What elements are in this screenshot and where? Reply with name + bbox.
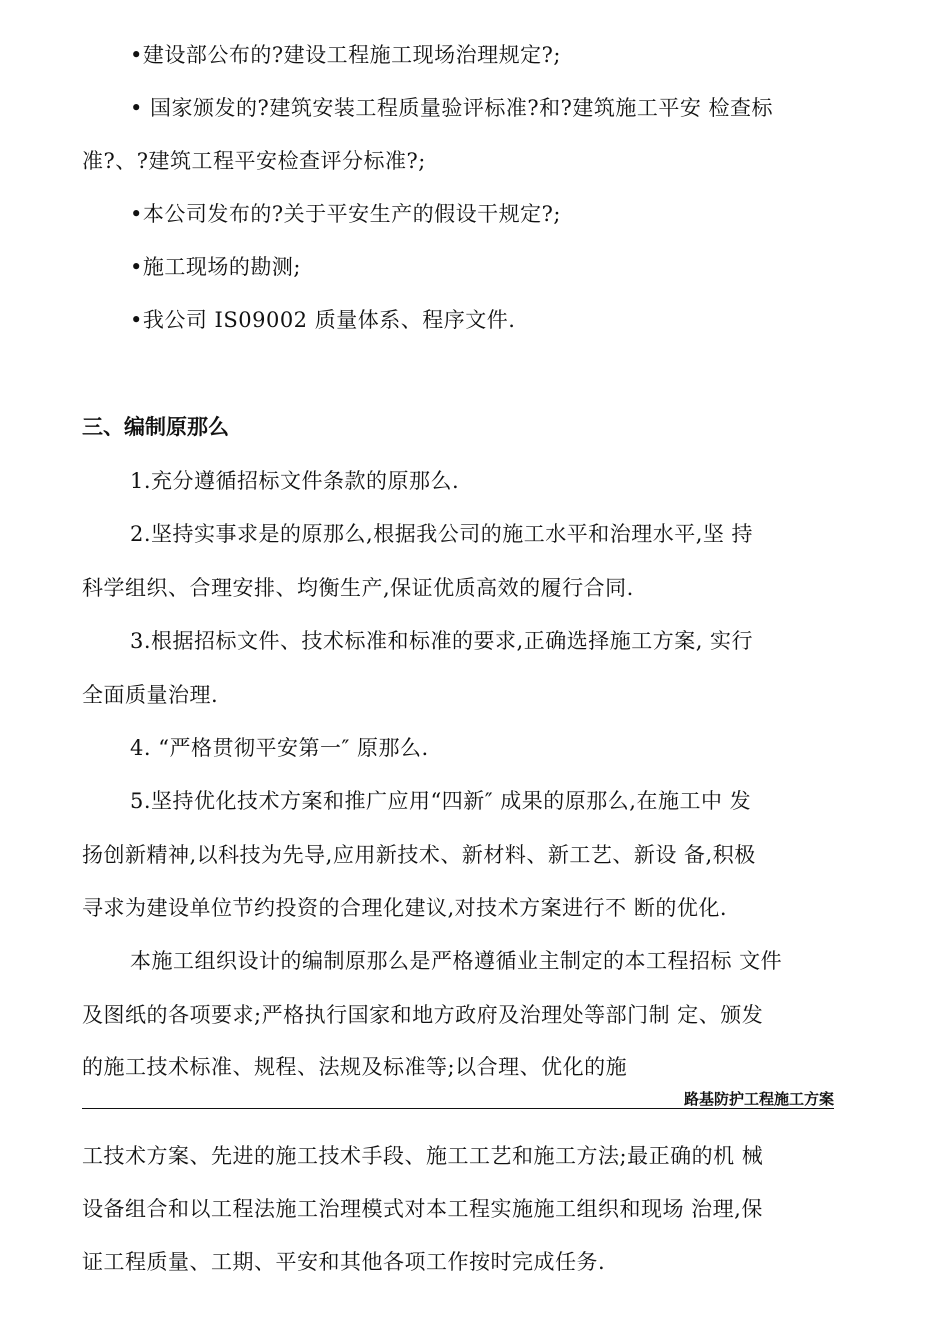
text-line: 及图纸的各项要求;严格执行国家和地方政府及治理处等部门制 定、颁发 — [82, 1003, 764, 1027]
text-line: 扬创新精神,以科技为先导,应用新技术、新材料、新工艺、新设 备,积极 — [82, 843, 756, 867]
text-line: •建设部公布的?建设工程施工现场治理规定?; — [130, 43, 561, 67]
text-line: • 国家颁发的?建筑安装工程质量验评标准?和?建筑施工平安 检查标 — [130, 96, 774, 120]
text-line: 科学组织、合理安排、均衡生产,保证优质高效的履行合同. — [82, 576, 634, 600]
text-line: •施工现场的勘测; — [130, 255, 301, 279]
text-line: 的施工技术标准、规程、法规及标准等;以合理、优化的施 — [82, 1055, 628, 1079]
text-line: 全面质量治理. — [82, 683, 219, 707]
footer-divider — [82, 1108, 834, 1109]
text-line: 5.坚持优化技术方案和推广应用“四新″ 成果的原那么,在施工中 发 — [130, 789, 752, 813]
text-line: 寻求为建设单位节约投资的合理化建议,对技术方案进行不 断的优化. — [82, 896, 728, 920]
text-line: 设备组合和以工程法施工治理模式对本工程实施施工组织和现场 治理,保 — [82, 1197, 763, 1221]
section-heading: 三、编制原那么 — [82, 415, 229, 439]
text-line: 4. “严格贯彻平安第一″ 原那么. — [130, 736, 429, 760]
text-line: •我公司 IS09002 质量体系、程序文件. — [130, 308, 516, 332]
text-line: 2.坚持实事求是的原那么,根据我公司的施工水平和治理水平,坚 持 — [130, 522, 754, 546]
footer-title: 路基防护工程施工方案 — [683, 1090, 834, 1108]
text-line: •本公司发布的?关于平安生产的假设干规定?; — [130, 202, 561, 226]
text-line: 准?、?建筑工程平安检查评分标准?; — [82, 149, 426, 173]
text-line: 1.充分遵循招标文件条款的原那么. — [130, 469, 460, 493]
text-line: 证工程质量、工期、平安和其他各项工作按时完成任务. — [82, 1250, 606, 1274]
text-line: 3.根据招标文件、技术标准和标准的要求,正确选择施工方案, 实行 — [130, 629, 754, 653]
text-line: 本施工组织设计的编制原那么是严格遵循业主制定的本工程招标 文件 — [130, 949, 783, 973]
text-line: 工技术方案、先进的施工技术手段、施工工艺和施工方法;最正确的机 械 — [82, 1144, 764, 1168]
